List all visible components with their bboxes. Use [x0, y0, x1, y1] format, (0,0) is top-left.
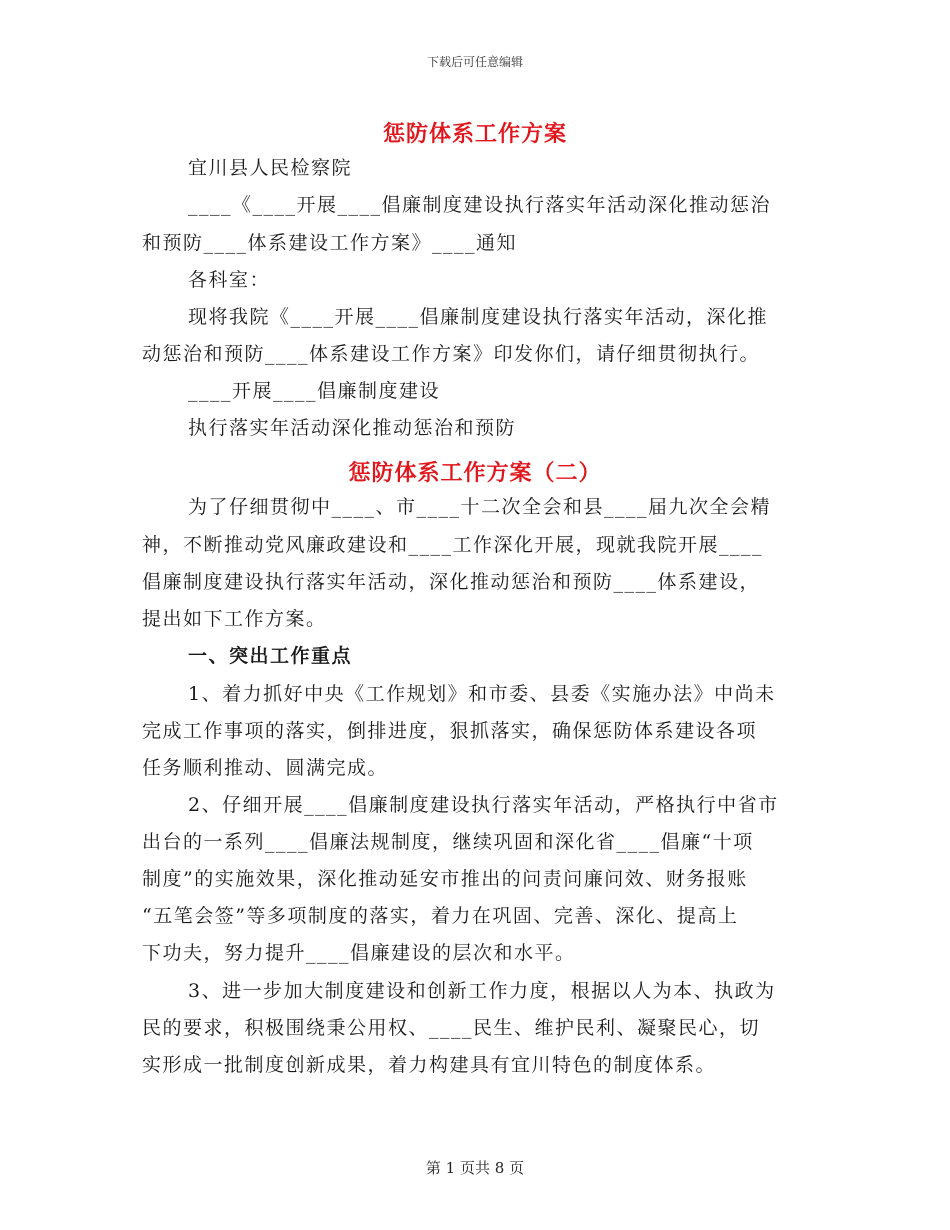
- attachment-line: ____开展____倡廉制度建设: [188, 380, 441, 402]
- intro-paragraph-line: 为了仔细贯彻中____、市____十二次全会和县____届九次全会精: [188, 496, 772, 518]
- notice-line: ____《____开展____倡廉制度建设执行落实年活动深化推动惩治: [188, 194, 772, 216]
- item-2-line: 2、仔细开展____倡廉制度建设执行落实年活动，严格执行中省市: [188, 794, 779, 816]
- item-3-line: 实形成一批制度创新成果，着力构建具有宜川特色的制度体系。: [142, 1054, 717, 1076]
- intro-paragraph-line: 倡廉制度建设执行落实年活动，深化推动惩治和预防____体系建设，: [142, 571, 761, 593]
- item-1-line: 完成工作事项的落实，倒排进度，狠抓落实，确保惩防体系建设各项: [142, 720, 758, 742]
- item-1-line: 任务顺利推动、圆满完成。: [142, 757, 389, 779]
- page-footer: 第 1 页共 8 页: [425, 1159, 525, 1177]
- item-2-line: 下功夫，努力提升____倡廉建设的层次和水平。: [142, 942, 576, 964]
- item-2-line: “五笔会签”等多项制度的落实，着力在巩固、完善、深化、提高上: [142, 905, 739, 927]
- item-2-line: 制度”的实施效果，深化推动延安市推出的问责问廉问效、财务报账: [142, 868, 748, 890]
- salutation: 各科室：: [188, 269, 271, 291]
- body-paragraph-line: 现将我院《____开展____倡廉制度建设执行落实年活动，深化推: [188, 306, 769, 328]
- section-heading: 一、突出工作重点: [188, 645, 353, 667]
- item-3-line: 民的要求，积极围绕秉公用权、____民生、维护民利、凝聚民心，切: [142, 1017, 761, 1039]
- attachment-line: 执行落实年活动深化推动惩治和预防: [188, 417, 517, 439]
- sender-line: 宜川县人民检察院: [188, 157, 353, 179]
- notice-line: 和预防____体系建设工作方案》____通知: [142, 232, 518, 254]
- header-note: 下载后可任意编辑: [426, 55, 523, 69]
- document-title: 惩防体系工作方案: [382, 121, 567, 147]
- item-3-line: 3、进一步加大制度建设和创新工作力度，根据以人为本、执政为: [188, 980, 776, 1002]
- item-1-line: 1、着力抓好中央《工作规划》和市委、县委《实施办法》中尚未: [188, 683, 776, 705]
- section-title: 惩防体系工作方案（二）: [348, 460, 602, 486]
- intro-paragraph-line: 提出如下工作方案。: [142, 608, 327, 630]
- item-2-line: 出台的一系列____倡廉法规制度，继续巩固和深化省____倡廉“十项: [142, 831, 754, 853]
- body-paragraph-line: 动惩治和预防____体系建设工作方案》印发你们，请仔细贯彻执行。: [142, 343, 761, 365]
- intro-paragraph-line: 神，不断推动党风廉政建设和____工作深化开展，现就我院开展____: [142, 534, 764, 556]
